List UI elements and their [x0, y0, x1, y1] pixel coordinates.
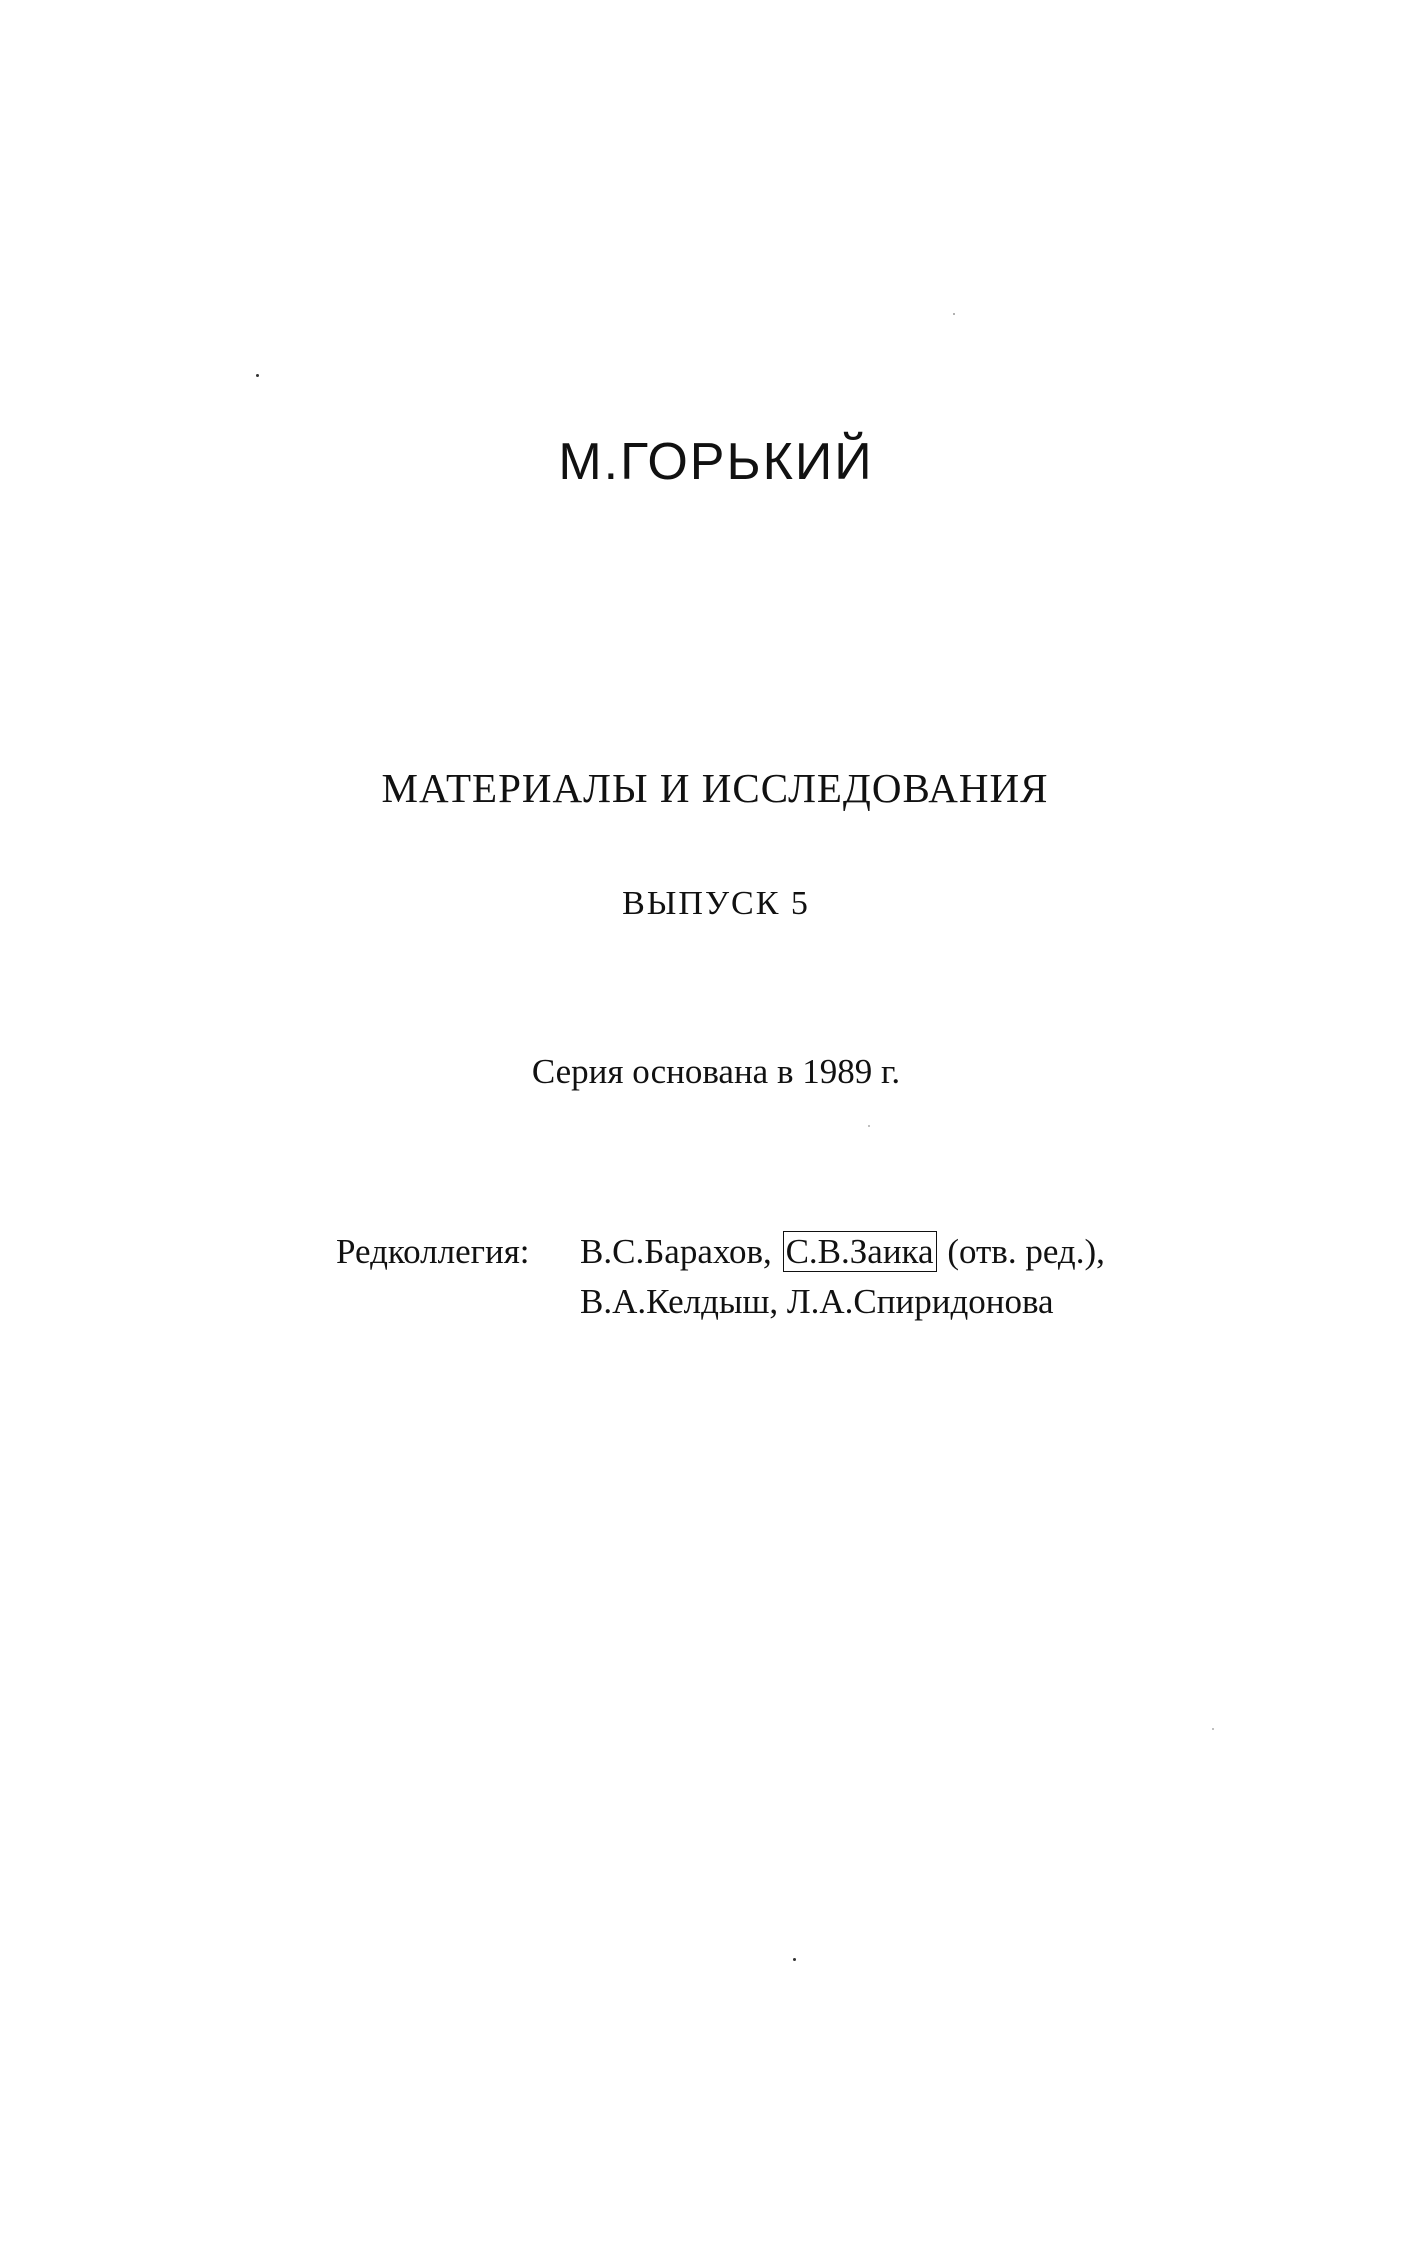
- editorial-board-label: Редколлегия:: [336, 1232, 530, 1271]
- chief-editor-name-boxed: С.В.Заика: [783, 1231, 937, 1272]
- series-founded-note: Серия основана в 1989 г.: [531, 1052, 901, 1091]
- author-name: М.ГОРЬКИЙ: [558, 433, 874, 491]
- issue-number: ВЫПУСК 5: [622, 885, 810, 922]
- scan-speck: [1212, 1728, 1214, 1730]
- scan-speck: [256, 374, 259, 377]
- scan-speck: [793, 1958, 796, 1961]
- editorial-board-line-1: [580, 1232, 1105, 1272]
- series-title: МАТЕРИАЛЫ И ИССЛЕДОВАНИЯ: [381, 765, 1049, 811]
- editorial-board-line-2: В.А.Келдыш, Л.А.Спиридонова: [580, 1282, 1054, 1321]
- editor-name: В.С.Барахов,: [580, 1232, 772, 1271]
- chief-editor-note: (отв. ред.),: [947, 1232, 1105, 1271]
- scan-speck: [868, 1125, 870, 1127]
- scan-speck: [953, 313, 955, 315]
